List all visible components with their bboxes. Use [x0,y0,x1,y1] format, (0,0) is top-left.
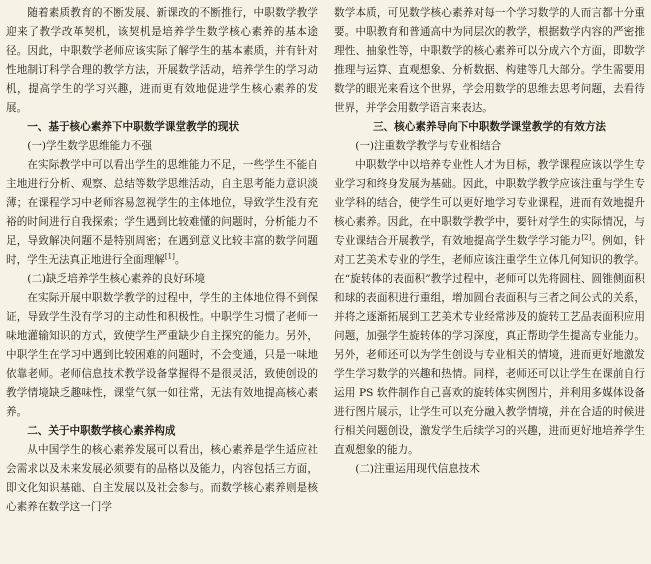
paragraph-text-end: 。 [174,254,186,266]
citation-ref: [2] [581,233,592,242]
body-paragraph [6,156,318,270]
left-column [6,4,324,564]
body-paragraph: 在实际开展中职数学教学的过程中，学生的主体地位得不到保证，导致学生没有学习的主动性和积极性。中职学生习惯了老师一味地灌输知识的方式，致使学生严重缺少自主探究的能力。另外，中职学生在学习中遇到比较困难的问题时，不会变通，只是一味地依靠老师。老师信息技术教学设备掌握得不是很灵活，致使创设的教学情境缺乏趣味性，课堂气氛一如往常，无法有效地提高核心素养。 [6,292,318,418]
subsection-heading-1-1: (一)学生数学思维能力不强 [27,140,152,152]
paragraph-text: 中职数学中以培养专业性人才为目标，教学课程应该以学生专业学习和终身发展为基础。因此，中职数学教学应该注重与学生专业学科的结合，使学生可以更好地学习专业课程，进而有效地提升核心素养。因此，在中职数学教学中，要针对学生的实际情况，与专业课结合开展教学，有效地提高学生数学学习能力 [334,159,645,247]
subsection-heading-3-1: (一)注重数学教学与专业相结合 [355,140,502,152]
subsection-heading-3-2: (二)注重运用现代信息技术 [355,463,480,475]
section-heading-2: 二、关于中职数学核心素养构成 [27,425,176,437]
section-heading-1: 一、基于核心素养下中职数学课堂教学的现状 [27,121,240,133]
body-paragraph [334,156,645,460]
right-column [324,4,645,564]
subsection-heading-1-2: (二)缺乏培养学生核心素养的良好环境 [27,273,205,285]
continued-paragraph: 数学本质，可见数学核心素养对每一个学习数学的人而言都十分重要。中职教育和普通高中为同层次的教学，根据数学内容的严密推理性、抽象性等，中职数学的核心素养可以分成六个方面，即数学推理与运算、直观想象、分析数据、构建等几大部分。学生需要用数学的眼光来看这个世界，学会用数学的思维去思考问题，去看待世界，并学会用数学语言来表达。 [334,7,645,114]
section-heading-3: 三、核心素养导向下中职数学课堂教学的有效方法 [372,121,607,133]
citation-ref: [1] [164,252,175,261]
body-paragraph: 从中国学生的核心素养发展可以看出，核心素养是学生适应社会需求以及未来发展必须要有的品格以及能力，内容包括三方面，即文化知识基础、自主发展以及社会参与。而数学核心素养则是核心素养在数学这一门学 [6,444,318,513]
paragraph-text-end: 。例如，针对工艺美术专业的学生，老师应该注重学生立体几何知识的教学。在“旋转体的表面积”教学过程中，老师可以先将圆柱、圆锥侧面积和球的表面积进行重组，增加圆台表面积与三者之间公式的关系，并将之逐渐拓展到工艺美术专业经常涉及的旋转工艺品表面积应用问题，加强学生旋转体的学习深度，真正帮助学生提高专业能力。另外，老师还可以为学生创设与专业相关的情境，进而更好地激发学生学习数学的兴趣和热情。同样，老师还可以让学生在课前自行运用 PS 软件制作自己喜欢的旋转体实例图片，并利用多媒体设备进行图片展示，让学生可以充分融入教学情境，并在合适的时候进行相关问题创设，激发学生后续学习的兴趣，进而更好地培养学生直观想象的能力。 [334,235,645,456]
paragraph-text: 在实际教学中可以看出学生的思维能力不足，一些学生不能自主地进行分析、观察、总结等数学思维活动，自主思考能力意识淡薄；在课程学习中老师容易忽视学生的主体地位，导致学生没有充裕的时间进行自我探索；学生遇到比较难懂的问题时，分析能力不足，导致解决问题不是特别周密；在遇到意义比较丰富的数学问题时，学生无法真正地进行全面理解 [6,159,318,266]
intro-paragraph: 随着素质教育的不断发展、新课改的不断推行，中职数学教学迎来了教学改革契机，该契机是培养学生数学核心素养的基本途径。因此，中职数学老师应该实际了解学生的基本素质，并有针对性地制订科学合理的教学方法，开展数学活动，培养学生的学习动机，提高学生的学习兴趣，进而更有效地促进学生核心素养的发展。 [6,7,318,114]
